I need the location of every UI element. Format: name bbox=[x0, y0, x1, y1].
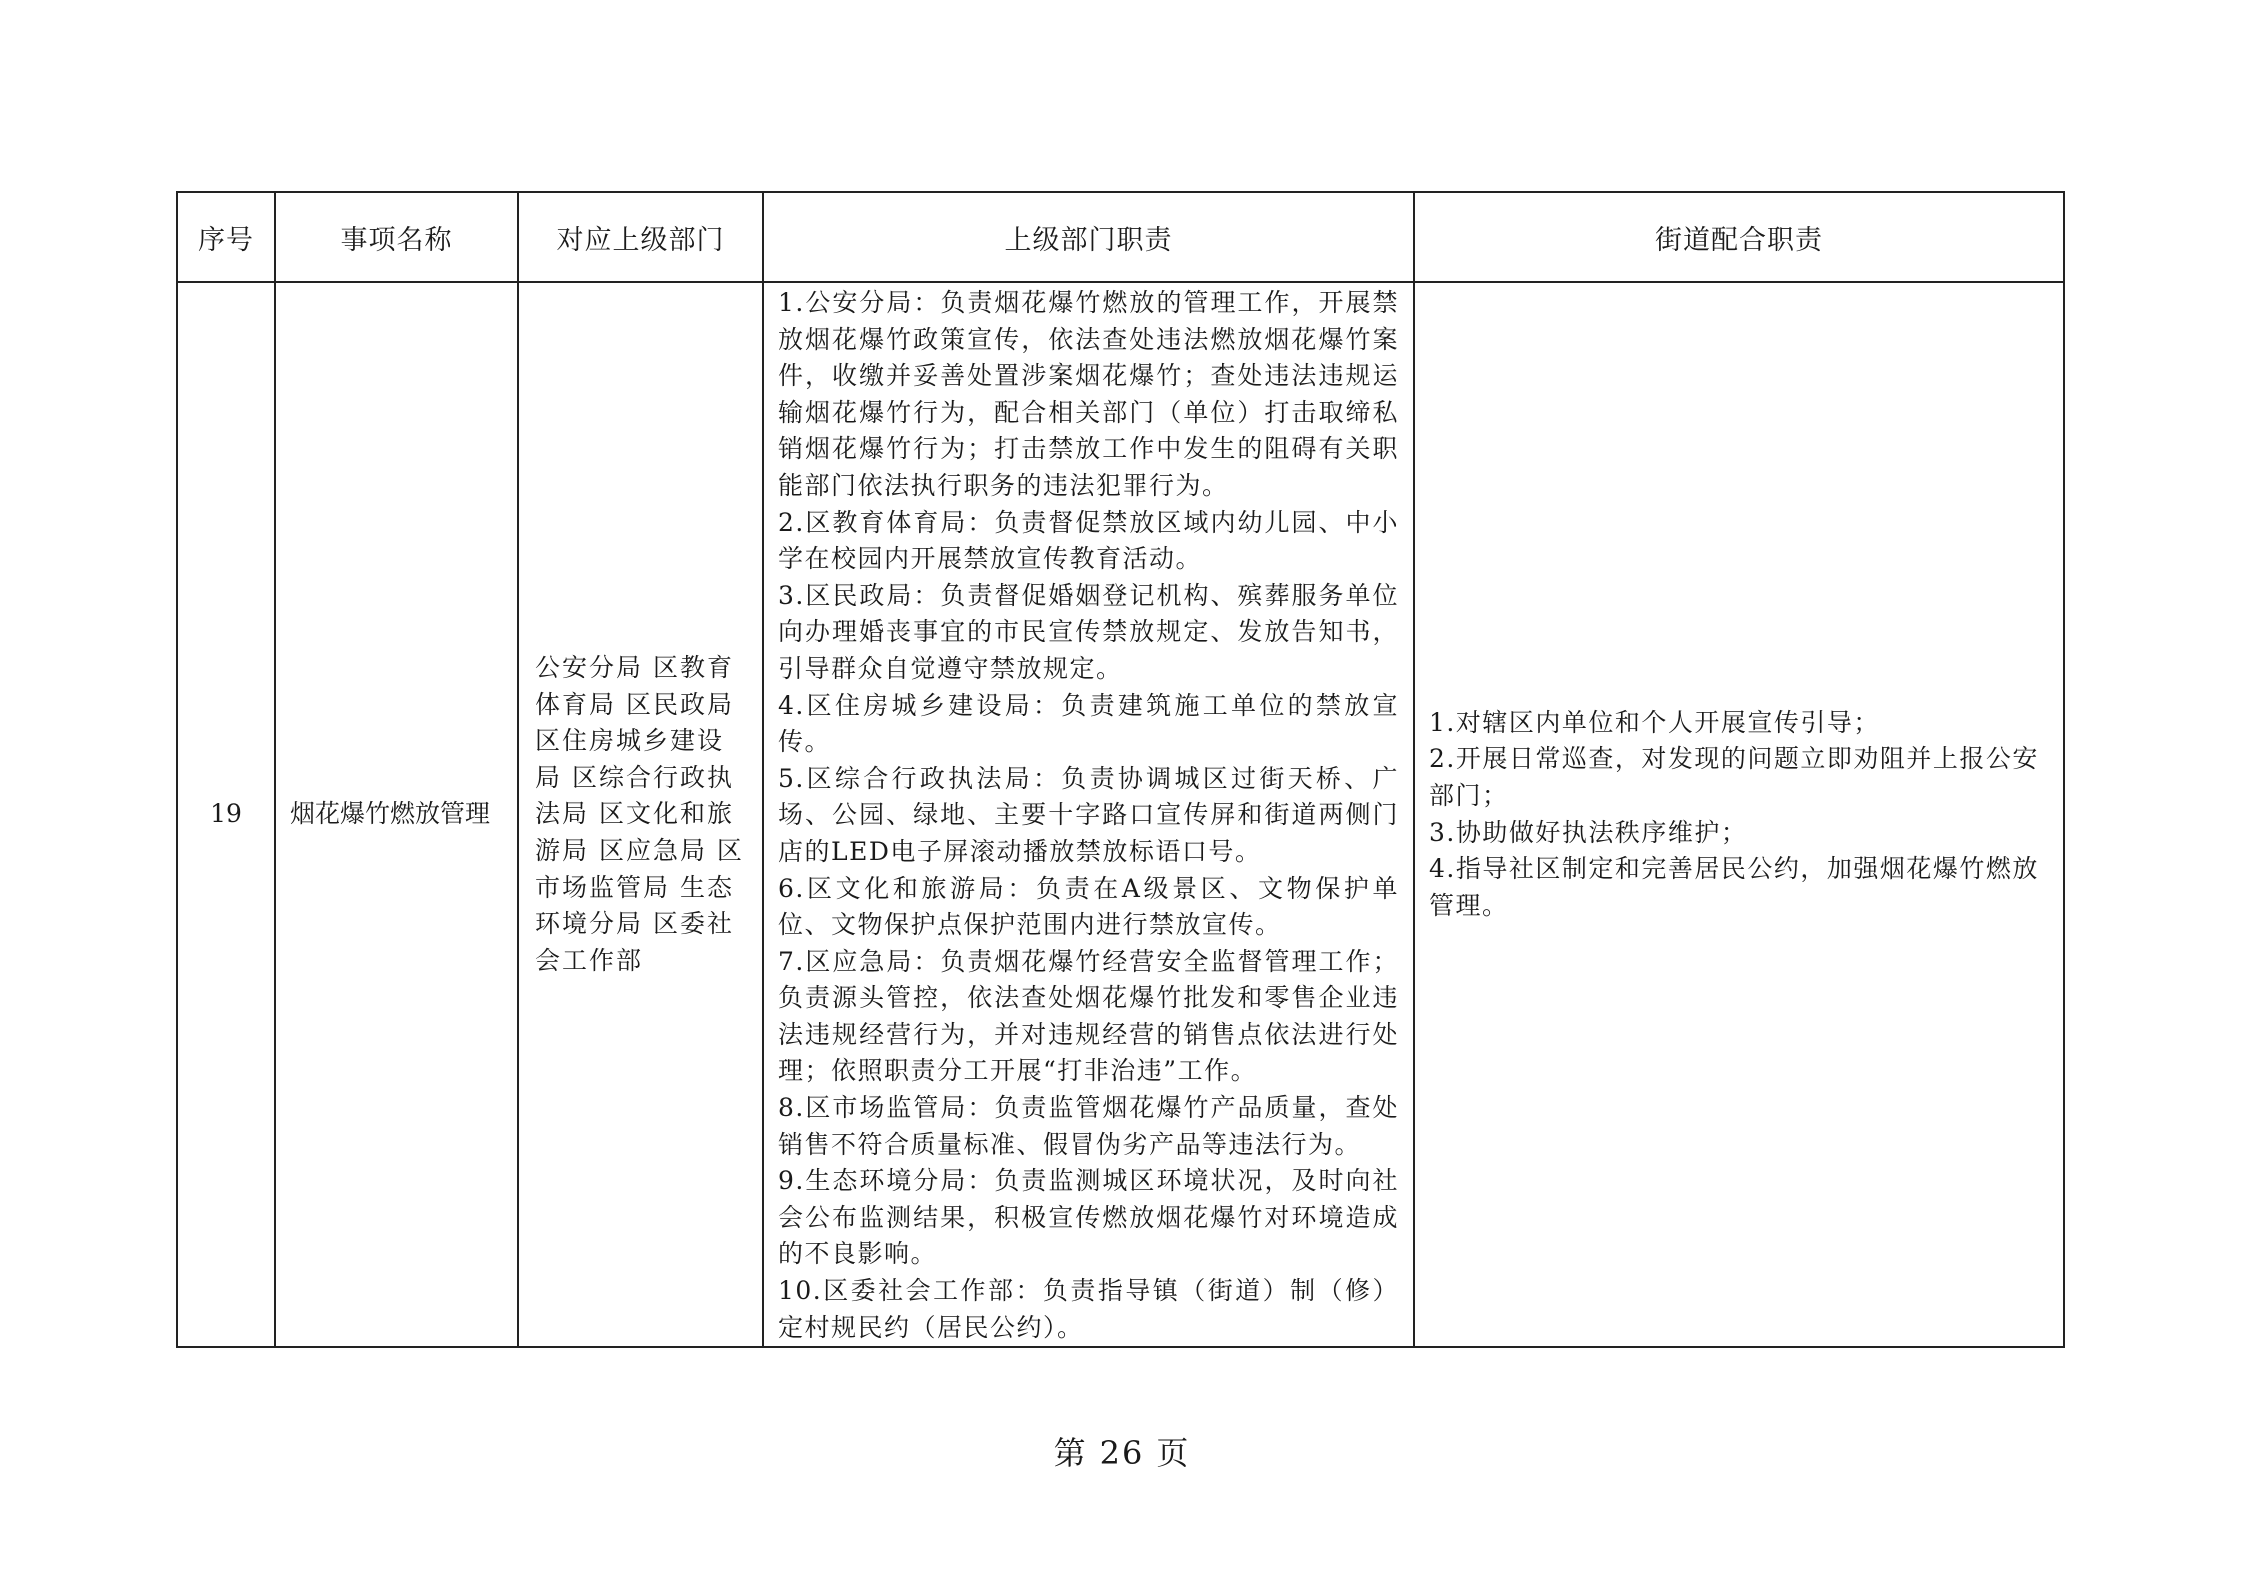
responsibility-item: 1.公安分局：负责烟花爆竹燃放的管理工作，开展禁放烟花爆竹政策宣传，依法查处违法燃放烟花爆竹案件，收缴并妥善处置涉案烟花爆竹；查处违法违规运输烟花爆竹行为，配合相关部门（单位）打击取缔私销烟花爆竹行为；打击禁放工作中发生的阻碍有关职能部门依法执行职务的违法犯罪行为。 bbox=[778, 288, 1399, 500]
header-num: 序号 bbox=[177, 192, 275, 282]
header-street: 街道配合职责 bbox=[1414, 192, 2064, 282]
row-num: 19 bbox=[177, 282, 275, 1347]
responsibility-item: 9.生态环境分局：负责监测城区环境状况，及时向社会公布监测结果，积极宣传燃放烟花爆竹对环境造成的不良影响。 bbox=[778, 1166, 1399, 1269]
responsibility-item: 6.区文化和旅游局：负责在A级景区、文物保护单位、文物保护点保护范围内进行禁放宣传。 bbox=[778, 873, 1399, 940]
responsibility-item: 5.区综合行政执法局：负责协调城区过街天桥、广场、公园、绿地、主要十字路口宣传屏和街道两侧门店的LED电子屏滚动播放禁放标语口号。 bbox=[778, 763, 1399, 866]
row-dept: 公安分局 区教育体育局 区民政局 区住房城乡建设局 区综合行政执法局 区文化和旅游局 区应急局 区市场监管局 生态环境分局 区委社会工作部 bbox=[518, 282, 763, 1347]
page-footer bbox=[0, 1428, 2244, 1474]
header-resp: 上级部门职责 bbox=[763, 192, 1414, 282]
page-suffix: 页 bbox=[1156, 1434, 1191, 1472]
street-duty-item: 4.指导社区制定和完善居民公约，加强烟花爆竹燃放管理。 bbox=[1429, 854, 2039, 920]
street-duty-list bbox=[1429, 705, 2043, 925]
row-responsibilities bbox=[763, 282, 1414, 1347]
header-dept: 对应上级部门 bbox=[518, 192, 763, 282]
table-header-row bbox=[177, 192, 2064, 282]
responsibility-item: 8.区市场监管局：负责监管烟花爆竹产品质量，查处销售不符合质量标准、假冒伪劣产品等违法行为。 bbox=[778, 1093, 1399, 1159]
row-name: 烟花爆竹燃放管理 bbox=[275, 282, 518, 1347]
row-street-duties bbox=[1414, 282, 2064, 1347]
responsibility-item: 3.区民政局：负责督促婚姻登记机构、殡葬服务单位向办理婚丧事宜的市民宣传禁放规定、发放告知书，引导群众自觉遵守禁放规定。 bbox=[778, 580, 1399, 683]
header-name: 事项名称 bbox=[275, 192, 518, 282]
street-duty-item: 3.协助做好执法秩序维护； bbox=[1429, 817, 1748, 847]
responsibility-item: 2.区教育体育局：负责督促禁放区域内幼儿园、中小学在校园内开展禁放宣传教育活动。 bbox=[778, 507, 1399, 574]
street-duty-item: 1.对辖区内单位和个人开展宣传引导； bbox=[1429, 707, 1880, 737]
table-row bbox=[177, 282, 2064, 1347]
street-duty-item: 2.开展日常巡查，对发现的问题立即劝阻并上报公安部门； bbox=[1429, 744, 2039, 811]
responsibility-item: 4.区住房城乡建设局：负责建筑施工单位的禁放宣传。 bbox=[778, 690, 1399, 757]
page-prefix: 第 bbox=[1053, 1434, 1088, 1472]
duty-table bbox=[176, 191, 2065, 1348]
responsibility-item: 10.区委社会工作部：负责指导镇（街道）制（修）定村规民约（居民公约）。 bbox=[778, 1276, 1399, 1342]
responsibility-list bbox=[778, 285, 1399, 1346]
responsibility-item: 7.区应急局：负责烟花爆竹经营安全监督管理工作；负责源头管控，依法查处烟花爆竹批发和零售企业违法违规经营行为，并对违规经营的销售点依法进行处理；依照职责分工开展“打非治违”工作。 bbox=[778, 946, 1399, 1086]
page-number: 26 bbox=[1099, 1434, 1145, 1472]
